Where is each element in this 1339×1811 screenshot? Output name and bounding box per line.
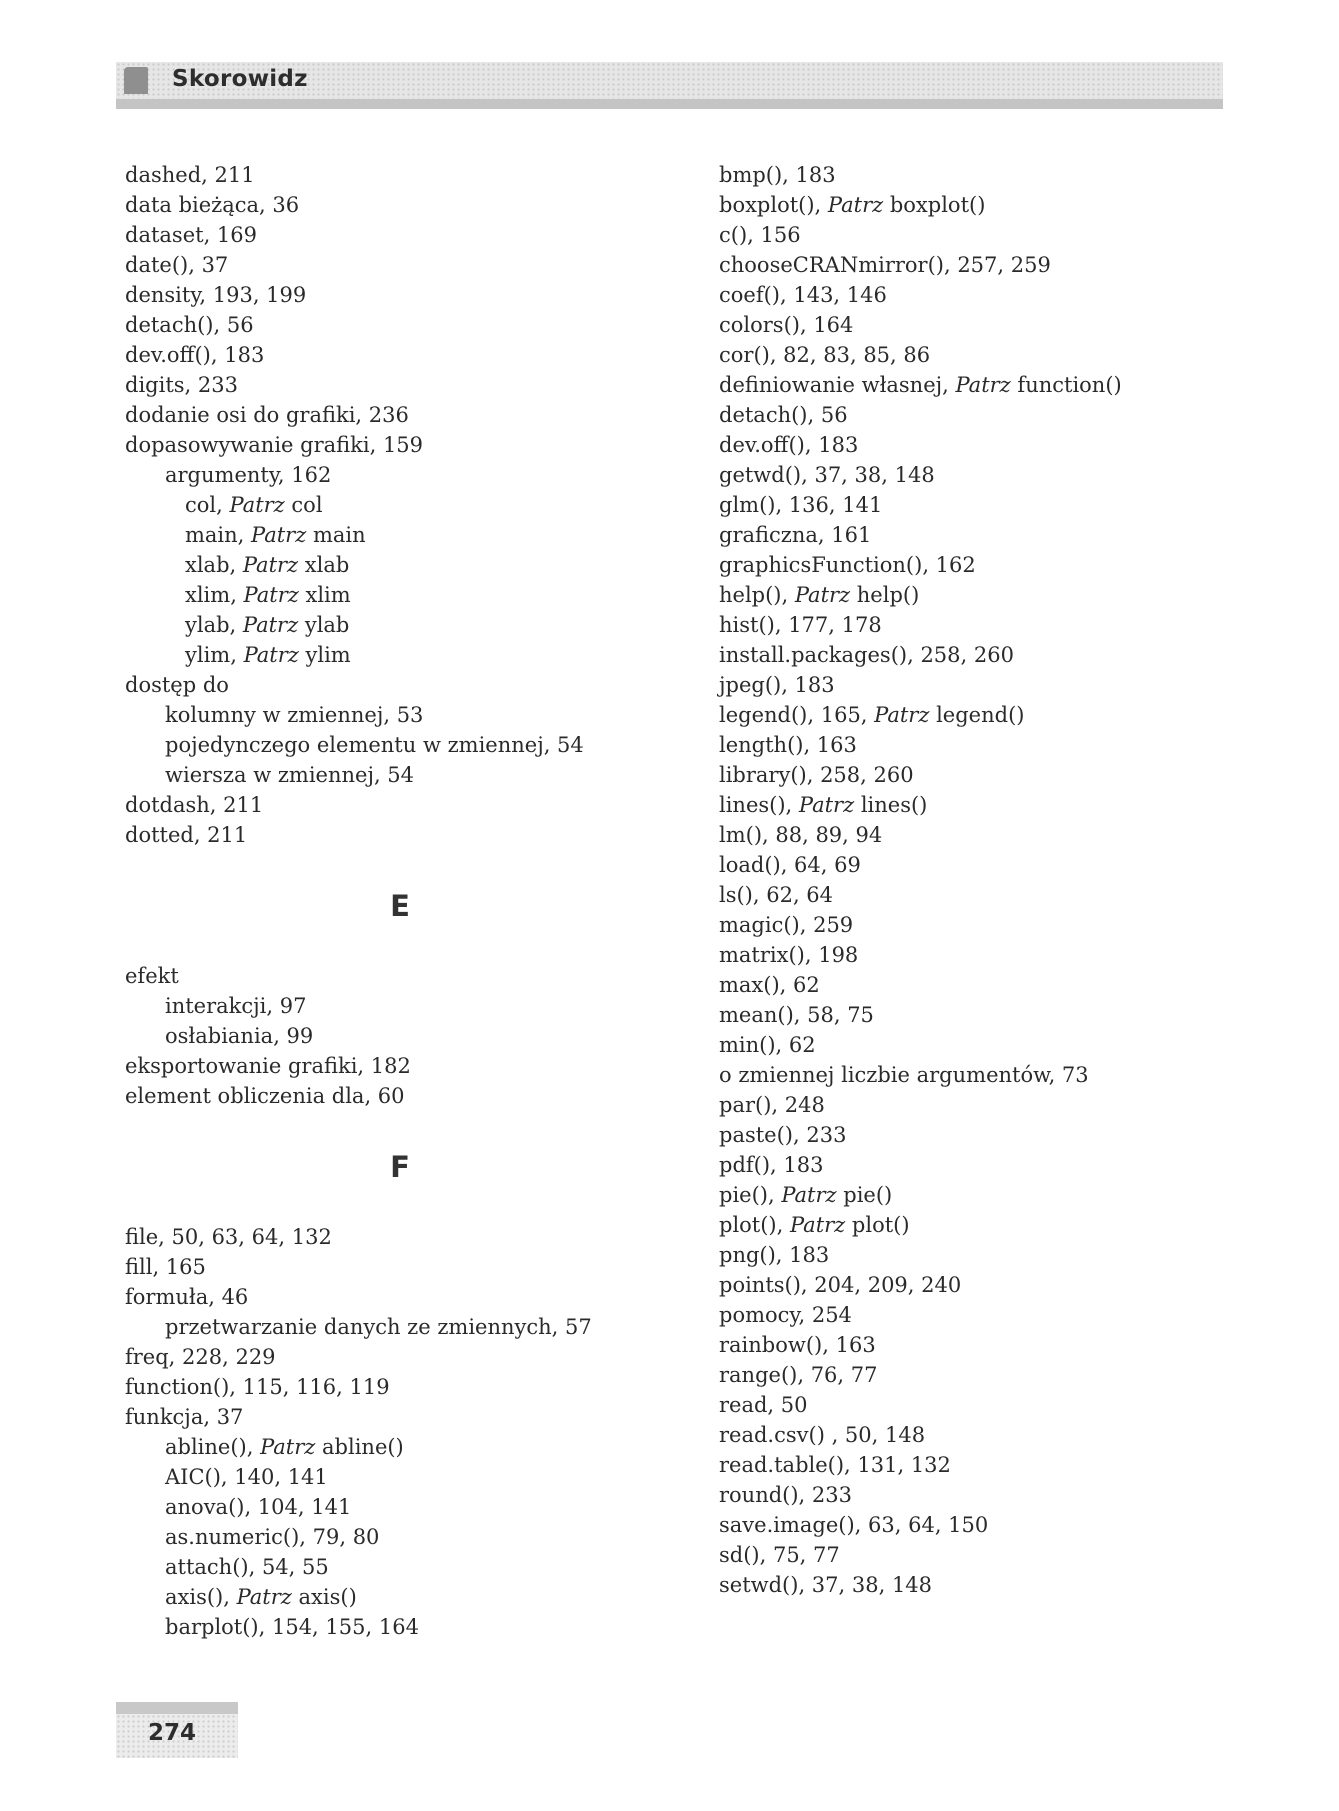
index-entry-text: min(), 62: [719, 1033, 816, 1057]
index-entry-text: eksportowanie grafiki, 182: [125, 1054, 411, 1078]
index-entry-text: element obliczenia dla, 60: [125, 1084, 405, 1108]
index-entry-text: save.image(), 63, 64, 150: [719, 1513, 989, 1537]
index-subentry: [125, 550, 685, 580]
index-entry: [719, 1060, 1239, 1090]
see-reference: Patrz: [243, 583, 299, 607]
index-entry: [125, 1051, 685, 1081]
index-entry-text: range(), 76, 77: [719, 1363, 878, 1387]
index-entry-text: graphicsFunction(), 162: [719, 553, 976, 577]
index-entry: [719, 370, 1239, 400]
see-target: abline(): [315, 1435, 404, 1459]
index-entry: [719, 430, 1239, 460]
index-entry: [719, 1540, 1239, 1570]
running-header-rule: [116, 99, 1223, 109]
index-entry-text: dotted, 211: [125, 823, 248, 847]
index-entry-text: AIC(), 140, 141: [165, 1465, 328, 1489]
index-column-left: [125, 160, 685, 1642]
index-entry: [719, 220, 1239, 250]
index-entry: [719, 1210, 1239, 1240]
index-entry: [719, 1360, 1239, 1390]
index-subentry: [125, 610, 685, 640]
index-entry: [719, 550, 1239, 580]
index-entry-text: lm(), 88, 89, 94: [719, 823, 883, 847]
index-entry: [719, 340, 1239, 370]
index-entry-text: chooseCRANmirror(), 257, 259: [719, 253, 1051, 277]
see-reference: Patrz: [236, 1585, 292, 1609]
see-target: col: [284, 493, 323, 517]
index-subentry: [125, 700, 685, 730]
see-target: legend(): [929, 703, 1025, 727]
index-entry-text: ylab,: [185, 613, 243, 637]
index-entry-text: png(), 183: [719, 1243, 830, 1267]
index-entry-text: glm(), 136, 141: [719, 493, 883, 517]
index-subentry: [125, 1312, 685, 1342]
index-entry-text: read.csv() , 50, 148: [719, 1423, 926, 1447]
index-entry-text: detach(), 56: [719, 403, 848, 427]
index-entry-text: ls(), 62, 64: [719, 883, 834, 907]
see-target: main: [306, 523, 366, 547]
see-reference: Patrz: [242, 613, 299, 637]
index-entry-text: formuła, 46: [125, 1285, 249, 1309]
index-entry: [719, 1240, 1239, 1270]
index-entry: [719, 1180, 1239, 1210]
index-entry-text: magic(), 259: [719, 913, 854, 937]
index-entry-text: dopasowywanie grafiki, 159: [125, 433, 424, 457]
index-entry: [719, 280, 1239, 310]
see-target: axis(): [291, 1585, 357, 1609]
see-reference: Patrz: [251, 523, 307, 547]
see-reference: Patrz: [243, 643, 299, 667]
index-entry: [719, 760, 1239, 790]
index-entry: [719, 250, 1239, 280]
see-target: boxplot(): [883, 193, 986, 217]
index-entry: [125, 370, 685, 400]
index-entry: [719, 580, 1239, 610]
index-entry: [125, 280, 685, 310]
index-entry-text: kolumny w zmiennej, 53: [165, 703, 424, 727]
index-subentry: [125, 1522, 685, 1552]
index-entry-text: graficzna, 161: [719, 523, 872, 547]
index-entry: [719, 1480, 1239, 1510]
index-subentry: [125, 520, 685, 550]
index-entry-text: plot(),: [719, 1213, 790, 1237]
index-entry: [125, 400, 685, 430]
index-entry-text: axis(),: [165, 1585, 237, 1609]
index-entry-text: definiowanie własnej,: [719, 373, 956, 397]
index-subentry: [125, 1552, 685, 1582]
index-entry-text: round(), 233: [719, 1483, 852, 1507]
index-entry: [125, 1222, 685, 1252]
index-entry: [125, 820, 685, 850]
index-entry-text: ylim,: [185, 643, 244, 667]
index-entry-text: osłabiania, 99: [165, 1024, 314, 1048]
running-header-title: Skorowidz: [172, 66, 308, 92]
index-subentry: [125, 1612, 685, 1642]
index-entry-text: points(), 204, 209, 240: [719, 1273, 962, 1297]
index-entry-text: getwd(), 37, 38, 148: [719, 463, 935, 487]
see-reference: Patrz: [789, 1213, 846, 1237]
index-entry-text: setwd(), 37, 38, 148: [719, 1573, 933, 1597]
index-entry-text: xlab,: [185, 553, 243, 577]
see-reference: Patrz: [874, 703, 930, 727]
see-target: help(): [850, 583, 920, 607]
index-entry: [719, 1390, 1239, 1420]
index-entry-text: pie(),: [719, 1183, 782, 1207]
see-target: plot(): [845, 1213, 910, 1237]
see-reference: Patrz: [781, 1183, 837, 1207]
index-entry-text: argumenty, 162: [165, 463, 332, 487]
index-subentry: [125, 580, 685, 610]
index-entry-text: dashed, 211: [125, 163, 255, 187]
index-entry-text: colors(), 164: [719, 313, 854, 337]
index-entry: [719, 1570, 1239, 1600]
index-entry-text: cor(), 82, 83, 85, 86: [719, 343, 931, 367]
see-target: ylim: [298, 643, 351, 667]
index-entry: [719, 850, 1239, 880]
index-entry: [125, 1372, 685, 1402]
index-subentry: [125, 1582, 685, 1612]
index-entry-text: mean(), 58, 75: [719, 1003, 874, 1027]
index-entry-text: legend(), 165,: [719, 703, 875, 727]
index-entry-text: detach(), 56: [125, 313, 254, 337]
page-number-rule: [116, 1702, 238, 1714]
index-entry-text: bmp(), 183: [719, 163, 836, 187]
index-entry: [719, 1330, 1239, 1360]
index-entry-text: length(), 163: [719, 733, 857, 757]
see-reference: Patrz: [260, 1435, 316, 1459]
index-entry: [719, 700, 1239, 730]
index-entry: [125, 250, 685, 280]
index-entry-text: coef(), 143, 146: [719, 283, 887, 307]
index-entry-text: pojedynczego elementu w zmiennej, 54: [165, 733, 584, 757]
index-entry-text: read.table(), 131, 132: [719, 1453, 951, 1477]
index-subentry: [125, 1021, 685, 1051]
index-entry: [719, 940, 1239, 970]
index-subentry: [125, 490, 685, 520]
see-reference: Patrz: [798, 793, 855, 817]
index-entry-text: hist(), 177, 178: [719, 613, 882, 637]
index-entry: [125, 790, 685, 820]
see-reference: Patrz: [827, 193, 884, 217]
index-entry: [719, 310, 1239, 340]
see-reference: Patrz: [794, 583, 851, 607]
index-entry: [719, 400, 1239, 430]
index-entry: [125, 190, 685, 220]
index-entry-text: help(),: [719, 583, 795, 607]
index-entry: [125, 220, 685, 250]
index-entry: [719, 1270, 1239, 1300]
index-entry-text: barplot(), 154, 155, 164: [165, 1615, 419, 1639]
see-target: pie(): [836, 1183, 893, 1207]
index-entry-text: dodanie osi do grafiki, 236: [125, 403, 409, 427]
index-entry-text: fill, 165: [125, 1255, 206, 1279]
index-entry-text: max(), 62: [719, 973, 820, 997]
index-subentry: [125, 1462, 685, 1492]
index-entry-text: przetwarzanie danych ze zmiennych, 57: [165, 1315, 592, 1339]
index-section-letter: E: [390, 889, 410, 923]
index-entry-text: dev.off(), 183: [719, 433, 859, 457]
index-subentry: [125, 1492, 685, 1522]
index-subentry: [125, 760, 685, 790]
index-entry: [719, 880, 1239, 910]
index-entry: [719, 1450, 1239, 1480]
index-entry-text: anova(), 104, 141: [165, 1495, 352, 1519]
index-entry-text: date(), 37: [125, 253, 229, 277]
index-entry-text: col,: [185, 493, 230, 517]
index-entry-text: file, 50, 63, 64, 132: [125, 1225, 332, 1249]
index-entry-text: read, 50: [719, 1393, 808, 1417]
index-entry: [125, 1342, 685, 1372]
index-entry: [125, 1081, 685, 1111]
index-entry: [719, 790, 1239, 820]
index-entry: [719, 190, 1239, 220]
index-entry: [719, 820, 1239, 850]
index-entry: [125, 430, 685, 460]
index-entry-text: function(), 115, 116, 119: [125, 1375, 390, 1399]
index-entry: [125, 1282, 685, 1312]
index-entry-text: dev.off(), 183: [125, 343, 265, 367]
index-entry-text: par(), 248: [719, 1093, 825, 1117]
index-entry: [719, 1300, 1239, 1330]
index-entry-text: lines(),: [719, 793, 799, 817]
index-entry-text: dataset, 169: [125, 223, 257, 247]
index-entry: [125, 1252, 685, 1282]
index-entry-text: data bieżąca, 36: [125, 193, 300, 217]
index-entry-text: o zmiennej liczbie argumentów, 73: [719, 1063, 1089, 1087]
index-entry-text: c(), 156: [719, 223, 801, 247]
index-entry: [125, 310, 685, 340]
index-entry: [719, 1150, 1239, 1180]
index-entry: [719, 1420, 1239, 1450]
index-entry-text: interakcji, 97: [165, 994, 307, 1018]
index-entry-text: density, 193, 199: [125, 283, 307, 307]
index-entry: [719, 610, 1239, 640]
see-target: function(): [1010, 373, 1122, 397]
index-entry-text: jpeg(), 183: [719, 673, 835, 697]
index-entry-text: efekt: [125, 964, 179, 988]
index-entry-text: as.numeric(), 79, 80: [165, 1525, 380, 1549]
index-entry-text: rainbow(), 163: [719, 1333, 876, 1357]
index-entry-text: main,: [185, 523, 252, 547]
index-entry: [719, 640, 1239, 670]
see-reference: Patrz: [955, 373, 1011, 397]
index-entry: [125, 961, 685, 991]
index-entry: [719, 1000, 1239, 1030]
index-entry: [125, 160, 685, 190]
index-entry: [719, 1120, 1239, 1150]
index-entry-text: paste(), 233: [719, 1123, 847, 1147]
index-entry: [719, 1510, 1239, 1540]
index-entry: [719, 1030, 1239, 1060]
index-entry-text: wiersza w zmiennej, 54: [165, 763, 415, 787]
index-entry: [719, 520, 1239, 550]
see-reference: Patrz: [229, 493, 285, 517]
index-entry-text: dotdash, 211: [125, 793, 264, 817]
see-target: xlab: [298, 553, 350, 577]
index-entry-text: digits, 233: [125, 373, 238, 397]
index-entry: [719, 670, 1239, 700]
index-entry: [125, 340, 685, 370]
see-target: ylab: [298, 613, 350, 637]
index-subentry: [125, 460, 685, 490]
see-target: lines(): [854, 793, 928, 817]
index-entry-text: boxplot(),: [719, 193, 828, 217]
index-entry-text: install.packages(), 258, 260: [719, 643, 1014, 667]
index-subentry: [125, 991, 685, 1021]
see-target: xlim: [298, 583, 351, 607]
index-entry-text: load(), 64, 69: [719, 853, 861, 877]
index-entry: [125, 1402, 685, 1432]
index-entry-text: pdf(), 183: [719, 1153, 824, 1177]
index-entry-text: dostęp do: [125, 673, 229, 697]
index-entry: [719, 160, 1239, 190]
index-entry: [719, 970, 1239, 1000]
index-entry: [125, 670, 685, 700]
index-entry: [719, 1090, 1239, 1120]
index-entry-text: funkcja, 37: [125, 1405, 244, 1429]
index-subentry: [125, 1432, 685, 1462]
index-entry: [719, 910, 1239, 940]
index-subentry: [125, 640, 685, 670]
index-entry-text: matrix(), 198: [719, 943, 859, 967]
index-entry-text: freq, 228, 229: [125, 1345, 276, 1369]
index-entry-text: abline(),: [165, 1435, 261, 1459]
page-number: 274: [148, 1720, 197, 1746]
index-entry-text: attach(), 54, 55: [165, 1555, 329, 1579]
index-entry-text: sd(), 75, 77: [719, 1543, 840, 1567]
index-column-right: [719, 160, 1239, 1600]
index-section-letter: F: [390, 1150, 410, 1184]
index-entry: [719, 490, 1239, 520]
header-tab-marker: [124, 67, 148, 94]
index-entry-text: xlim,: [185, 583, 244, 607]
index-subentry: [125, 730, 685, 760]
index-entry-text: library(), 258, 260: [719, 763, 914, 787]
index-entry-text: pomocy, 254: [719, 1303, 852, 1327]
see-reference: Patrz: [242, 553, 299, 577]
index-entry: [719, 460, 1239, 490]
index-entry: [719, 730, 1239, 760]
